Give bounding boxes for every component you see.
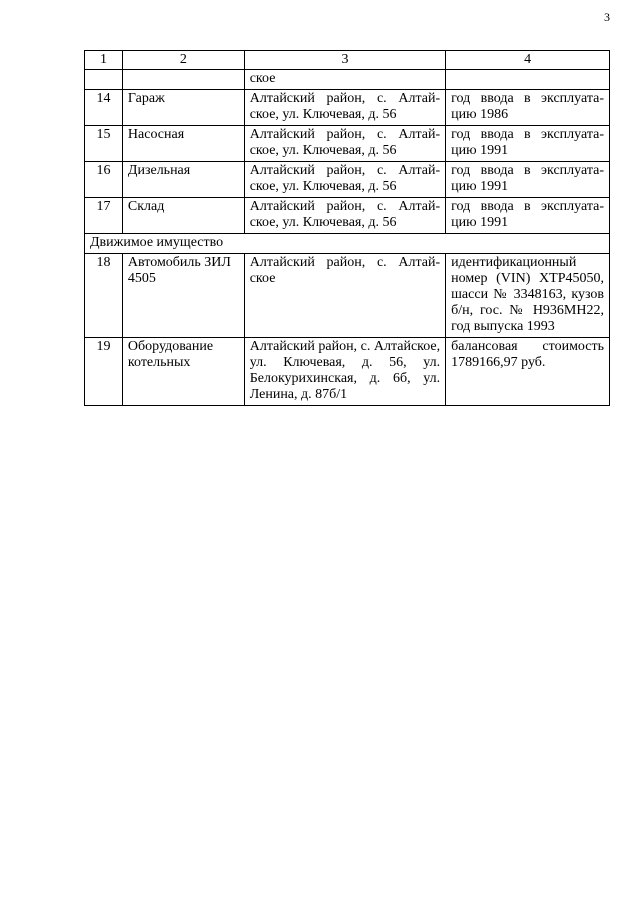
row-address: Алтайский район, с. Алтай-ское, ул. Ключевая, д. 56 bbox=[244, 198, 445, 234]
table-row-continuation bbox=[85, 70, 610, 90]
row-name: Автомобиль ЗИЛ 4505 bbox=[122, 254, 244, 338]
table-row bbox=[85, 254, 610, 338]
row-num: 19 bbox=[85, 338, 123, 406]
header-cell: 4 bbox=[446, 51, 610, 70]
row-num: 16 bbox=[85, 162, 123, 198]
row-num: 15 bbox=[85, 126, 123, 162]
row-num: 18 bbox=[85, 254, 123, 338]
row-note: год ввода в эксплуата-цию 1991 bbox=[446, 126, 610, 162]
section-row bbox=[85, 234, 610, 254]
row-address: Алтайский район, с. Алтай-ское, ул. Ключевая, д. 56 bbox=[244, 162, 445, 198]
property-table bbox=[84, 50, 610, 406]
table-row bbox=[85, 126, 610, 162]
header-cell: 3 bbox=[244, 51, 445, 70]
row-address: Алтайский район, с. Алтай-ское, ул. Ключевая, д. 56 bbox=[244, 126, 445, 162]
row-note: год ввода в эксплуата-цию 1991 bbox=[446, 198, 610, 234]
row-name: Насосная bbox=[122, 126, 244, 162]
row-note: идентификационный номер (VIN) XTP45050, шасси № 3348163, кузов б/н, гос. № Н936МН22, год выпуска 1993 bbox=[446, 254, 610, 338]
row-address: ское bbox=[244, 70, 445, 90]
section-title: Движимое имущество bbox=[85, 234, 610, 254]
row-num bbox=[85, 70, 123, 90]
row-note bbox=[446, 70, 610, 90]
row-num: 14 bbox=[85, 90, 123, 126]
table-row bbox=[85, 162, 610, 198]
row-name: Оборудование котельных bbox=[122, 338, 244, 406]
row-name: Дизельная bbox=[122, 162, 244, 198]
row-note: год ввода в эксплуата-цию 1986 bbox=[446, 90, 610, 126]
table-row bbox=[85, 338, 610, 406]
row-name: Склад bbox=[122, 198, 244, 234]
row-address: Алтайский район, с. Алтай-ское bbox=[244, 254, 445, 338]
table-row bbox=[85, 198, 610, 234]
row-address: Алтайский район, с. Алтайское, ул. Ключевая, д. 56, ул. Белокурихинская, д. 6б, ул. Ленина, д. 87б/1 bbox=[244, 338, 445, 406]
row-note: балансовая стоимость 1789166,97 руб. bbox=[446, 338, 610, 406]
row-name: Гараж bbox=[122, 90, 244, 126]
row-name bbox=[122, 70, 244, 90]
table-row bbox=[85, 90, 610, 126]
header-cell: 1 bbox=[85, 51, 123, 70]
row-address: Алтайский район, с. Алтай-ское, ул. Ключевая, д. 56 bbox=[244, 90, 445, 126]
header-cell: 2 bbox=[122, 51, 244, 70]
row-note: год ввода в эксплуата-цию 1991 bbox=[446, 162, 610, 198]
table-header-row bbox=[85, 51, 610, 70]
row-num: 17 bbox=[85, 198, 123, 234]
page-number: 3 bbox=[604, 10, 610, 24]
